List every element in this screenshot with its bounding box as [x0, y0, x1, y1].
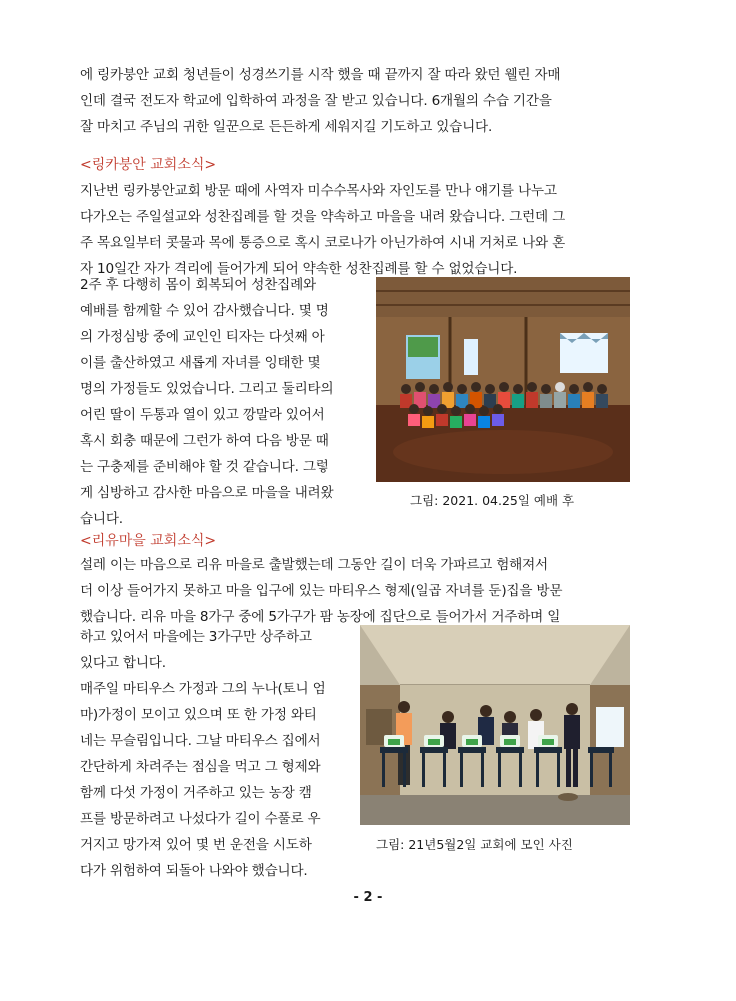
photo-caption: 그림: 2021. 04.25일 예배 후: [410, 493, 575, 508]
text-line: 했습니다. 리유 마을 8가구 중에 5가구가 팜 농장에 집단으로 들어가서 거주하며 일: [80, 609, 561, 625]
section-heading-liyu: <리유마을 교회소식>: [80, 533, 217, 549]
text-line: 에 링카붕안 교회 청년들이 성경쓰기를 시작 했을 때 끝까지 잘 따라 왔던 웰린 자매: [80, 67, 561, 83]
text-line: 하고 있어서 마을에는 3가구만 상주하고: [80, 629, 312, 645]
section1-side-paragraph: [80, 272, 378, 532]
text-line: 있다고 합니다.: [80, 655, 166, 671]
text-line: 함께 다섯 가정이 거주하고 있는 농장 캠: [80, 785, 312, 801]
text-line: 잘 마치고 주님의 귀한 일꾼으로 든든하게 세워지길 기도하고 있습니다.: [80, 119, 493, 135]
text-line: 자 10일간 자가 격리에 들어가게 되어 약속한 성찬집례를 할 수 없었습니다.: [80, 261, 518, 277]
text-line: 지난번 링카붕안교회 방문 때에 사역자 미수수목사와 자인도를 만나 얘기를 나누고: [80, 183, 557, 199]
section2-side-paragraph: [80, 624, 360, 884]
photo-caption: 그림: 21년5월2일 교회에 모인 사진: [376, 837, 573, 852]
text-line: 주 목요일부터 콧물과 목에 통증으로 혹시 코로나가 아닌가하여 시내 거처로 나와 혼: [80, 235, 566, 251]
section2-paragraph: [80, 552, 644, 630]
text-line: 게 심방하고 감사한 마음으로 마을을 내려왔: [80, 485, 334, 501]
text-line: 이를 출산하였고 새롭게 자녀를 잉태한 몇: [80, 355, 321, 371]
text-line: 거지고 망가져 있어 몇 번 운전을 시도하: [80, 837, 312, 853]
text-line: 혹시 회충 때문에 그런가 하여 다음 방문 때: [80, 433, 329, 449]
intro-paragraph: [80, 62, 644, 140]
text-line: 간단하게 차려주는 점심을 먹고 그 형제와: [80, 759, 321, 775]
text-line: 예배를 함께할 수 있어 감사했습니다. 몇 명: [80, 303, 329, 319]
photo-worship-group: [376, 277, 630, 482]
text-line: 마)가정이 모이고 있으며 또 한 가정 와티: [80, 707, 317, 723]
text-line: 명의 가정들도 있었습니다. 그리고 둘리타의: [80, 381, 334, 397]
text-line: 네는 무슬림입니다. 그날 마티우스 집에서: [80, 733, 321, 749]
text-line: 의 가정심방 중에 교인인 티자는 다섯째 아: [80, 329, 325, 345]
text-line: 다가오는 주일설교와 성찬집례를 할 것을 약속하고 마을을 내려 왔습니다. 그런데 그: [80, 209, 566, 225]
text-line: 2주 후 다행히 몸이 회복되어 성찬집례와: [80, 277, 316, 293]
text-line: 는 구충제를 준비해야 할 것 같습니다. 그렇: [80, 459, 329, 475]
text-line: 어린 딸이 두통과 열이 있고 깡말라 있어서: [80, 407, 325, 423]
text-line: 다가 위험하여 되돌아 나와야 했습니다.: [80, 863, 308, 879]
text-line: 매주일 마티우스 가정과 그의 누나(토니 엄: [80, 681, 326, 697]
text-line: 습니다.: [80, 511, 123, 527]
text-line: 인데 결국 전도자 학교에 입학하여 과정을 잘 받고 있습니다. 6개월의 수습 기간을: [80, 93, 552, 109]
text-line: 더 이상 들어가지 못하고 마을 입구에 있는 마티우스 형제(일곱 자녀를 둔)집을 방문: [80, 583, 563, 599]
section1-paragraph: [80, 178, 644, 282]
section-heading-lingkabungan: <링카붕안 교회소식>: [80, 157, 217, 173]
text-line: 프를 방문하려고 나섰다가 길이 수풀로 우: [80, 811, 321, 827]
text-line: 설레 이는 마음으로 리유 마을로 출발했는데 그동안 길이 더욱 가파르고 험해져서: [80, 557, 548, 573]
page-number: - 2 -: [353, 890, 383, 905]
photo-church-gathering: [360, 625, 630, 825]
